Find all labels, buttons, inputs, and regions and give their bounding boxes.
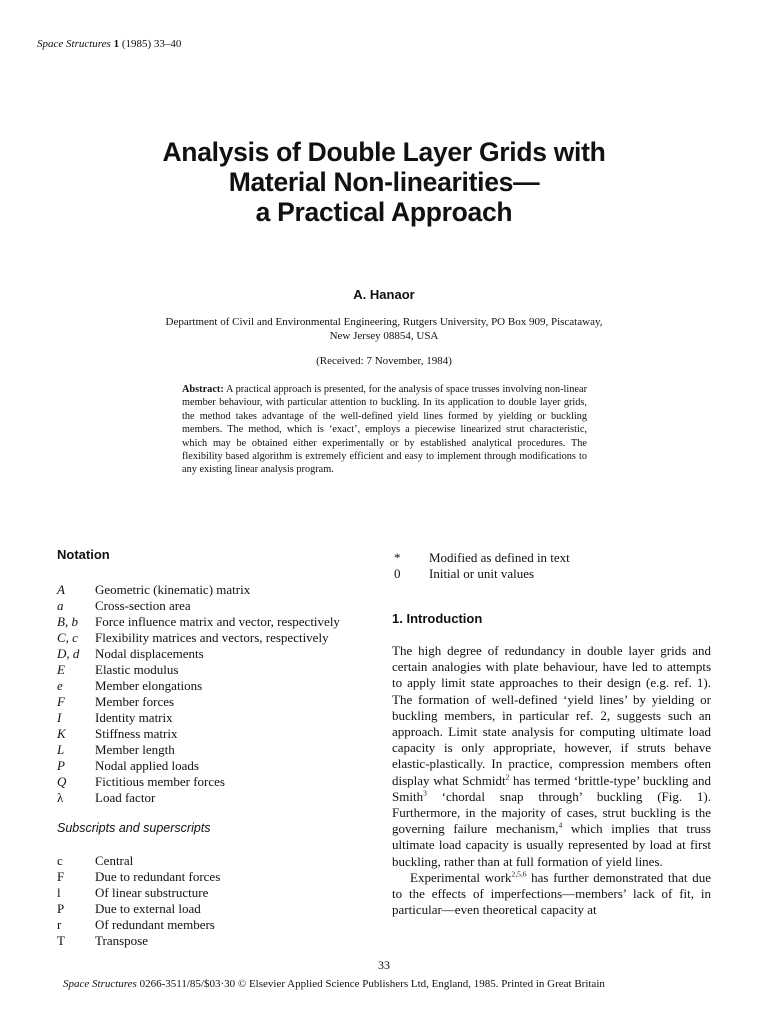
notation-definition: Force influence matrix and vector, respectively [95,614,340,629]
journal-year-pages: (1985) 33–40 [121,38,182,50]
notation-definition: Flexibility matrices and vectors, respectively [95,630,329,645]
notation-definition: Load factor [95,790,156,805]
notation-definition: Member elongations [95,678,203,693]
notation-definition: Cross-section area [95,598,191,613]
notation-symbol: K [57,726,66,741]
title-line-2: Material Non-linearities— [228,167,540,197]
subscript-symbol: P [57,901,65,916]
subscript-symbol: r [57,917,62,932]
notation-definition: Nodal displacements [95,646,204,661]
journal-volume: 1 [113,38,120,50]
subscript-definition: Due to redundant forces [95,869,221,884]
notation-symbol: D, d [57,646,80,661]
footer-journal: Space Structures [63,978,137,990]
notation-symbol: λ [57,790,64,805]
notation-symbol: F [57,694,65,709]
notation-definition: Stiffness matrix [95,726,178,741]
notation-definition: Member length [95,742,175,757]
subscript-definition: Of redundant members [95,917,215,932]
paper-title [0,137,768,227]
title-line-3: a Practical Approach [255,197,513,227]
notation-heading: Notation [57,547,110,562]
text-run: ‘chordal snap through’ buckling (Fig. 1). Furthermore, in the majority of cases, strut buckling is the governing failure mechanism, [392,788,711,837]
notation-symbol: E [57,662,65,677]
notation-definition: Geometric (kinematic) matrix [95,582,251,597]
footer-copyright [63,978,605,990]
notation-extra-symbol: 0 [394,566,401,581]
subscript-symbol: F [57,869,65,884]
journal-citation [37,38,181,50]
abstract-label: Abstract: [182,384,224,395]
text-run: Experimental work [410,869,512,885]
citation-superscript: 4 [558,820,563,830]
author-name: A. Hanaor [353,287,415,302]
subscript-definition: Transpose [95,933,148,948]
citation-superscript: 3 [423,788,427,798]
notation-definition: Fictitious member forces [95,774,225,789]
subscripts-heading: Subscripts and superscripts [57,821,211,835]
notation-symbol: a [57,598,64,613]
text-run: which implies that truss ultimate load capacity is usually represented by load at first buckling, rather than at full formation of yield lines. [392,821,711,869]
text-run: has termed ‘brittle-type’ buckling and Smith [392,772,711,804]
subscript-definition: Central [95,853,134,868]
text-run: The high degree of redundancy in double layer grids and certain analogies with plate behaviour, have led to attempts to apply limit state approaches to their design (e.g. ref. 1). The formation of well-defined ‘yield lines’ by yielding or buckling members, in particular ref. 2, suggests such an approach. Limit state analysis for computing ultimate load capacity is only appropriate, however, if struts behave elastic-plastically. In practice, compression members often display what Schmidt [392,643,711,788]
subscript-definition: Of linear substructure [95,885,209,900]
notation-symbol: C, c [57,630,78,645]
notation-definition: Member forces [95,694,175,709]
affiliation-line-2: New Jersey 08854, USA [329,329,439,342]
citation-superscript: 2,5,6 [511,869,527,879]
notation-definition: Elastic modulus [95,662,179,677]
journal-name: Space Structures [37,38,111,50]
notation-extra-definition: Modified as defined in text [429,550,570,565]
notation-symbol: P [57,758,65,773]
notation-symbol: I [57,710,62,725]
introduction-heading: 1. Introduction [392,611,483,626]
notation-symbol: e [57,678,63,693]
abstract-text: A practical approach is presented, for the analysis of space trusses involving non-linear member behaviour, with particular attention to buckling. In its application to double layer grids, the method takes advantage of the well-defined yield lines formed by yielding or buckling members. The method, which is ‘exact’, employs a piecewise linearized strut characteristic, which may be obtained either experimentally or by established analytical procedures. The flexibility based algorithm is extremely efficient and easy to implement through modifications to any existing linear analysis program. [182,384,587,476]
introduction-paragraph-2 [392,870,711,919]
notation-symbol: Q [57,774,67,789]
affiliation-line-1: Department of Civil and Environmental Engineering, Rutgers University, PO Box 909, Piscataway, [165,316,603,328]
subscript-symbol: l [57,885,61,900]
footer-text: 0266-3511/85/$03·30 © Elsevier Applied Science Publishers Ltd, England, 1985. Printed in Great Britain [136,978,605,990]
subscript-definition: Due to external load [95,901,201,916]
notation-extra-symbol: * [394,550,401,565]
introduction-paragraph-1 [392,643,711,870]
notation-extra-definition: Initial or unit values [429,566,535,581]
received-date: (Received: 7 November, 1984) [316,355,452,367]
introduction-body [392,643,711,918]
abstract [182,383,587,477]
text-run: has further demonstrated that due to the effects of imperfections—members’ lack of fit, in particular—even theoretical capacity at [392,869,711,918]
notation-definition: Nodal applied loads [95,758,199,773]
notation-symbol: L [57,742,65,757]
notation-symbol: A [57,582,65,597]
affiliation [130,316,638,343]
subscript-symbol: c [57,853,63,868]
page-number: 33 [378,958,390,972]
notation-symbol: B, b [57,614,78,629]
subscript-symbol: T [57,933,65,948]
citation-superscript: 2 [505,772,510,782]
title-line-1: Analysis of Double Layer Grids with [162,137,606,167]
notation-definition: Identity matrix [95,710,173,725]
